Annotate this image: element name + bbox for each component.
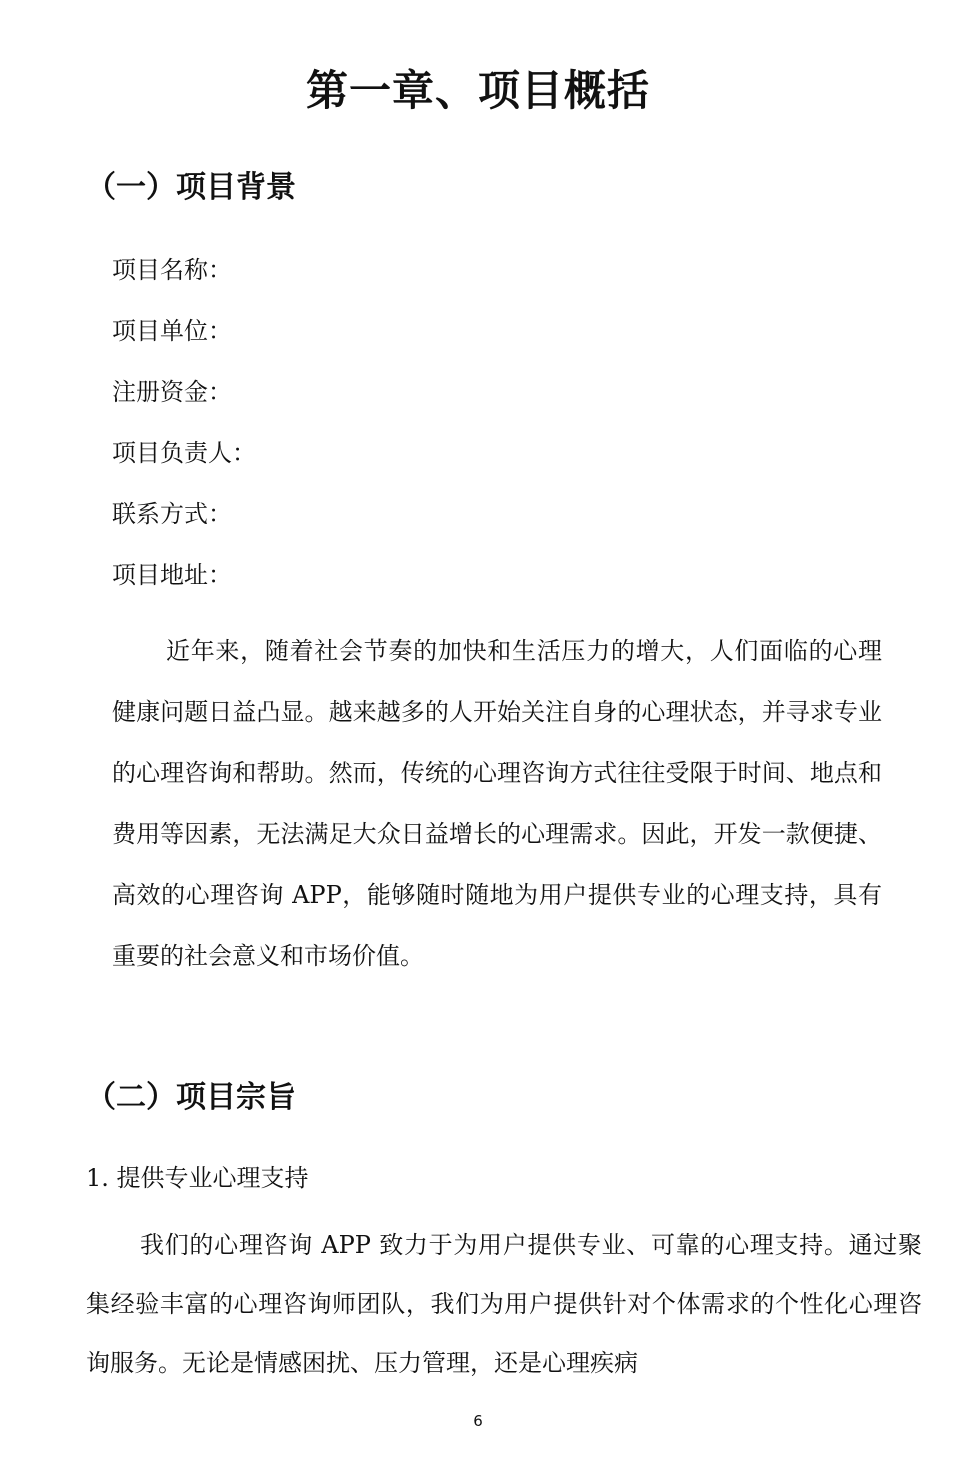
field-contact: 联系方式：	[112, 500, 232, 528]
field-registered-capital: 注册资金：	[112, 378, 232, 406]
page-number: 6	[473, 1412, 483, 1430]
chapter-title: 第一章、项目概括	[305, 66, 650, 115]
field-project-name: 项目名称：	[112, 256, 232, 284]
purpose-paragraph: 我们的心理咨询 APP 致力于为用户提供专业、可靠的心理支持。通过聚集经验丰富的心理咨询师团队，我们为用户提供针对个体需求的个性化心理咨询服务。无论是情感困扰、压力管理，还是心理疾病	[86, 1231, 922, 1377]
list-item-title: 1. 提供专业心理支持	[86, 1164, 309, 1192]
section-heading-purpose: （二）项目宗旨	[86, 1080, 296, 1115]
field-project-address: 项目地址：	[112, 561, 232, 589]
field-project-unit: 项目单位：	[112, 317, 232, 345]
section-heading-background: （一）项目背景	[86, 170, 296, 205]
field-project-leader: 项目负责人：	[112, 439, 256, 467]
background-paragraph: 近年来，随着社会节奏的加快和生活压力的增大，人们面临的心理健康问题日益凸显。越来越多的人开始关注自身的心理状态，并寻求专业的心理咨询和帮助。然而，传统的心理咨询方式往往受限于时间、地点和费用等因素，无法满足大众日益增长的心理需求。因此，开发一款便捷、高效的心理咨询 APP，能够随时随地为用户提供专业的心理支持，具有重要的社会意义和市场价值。	[112, 637, 882, 970]
